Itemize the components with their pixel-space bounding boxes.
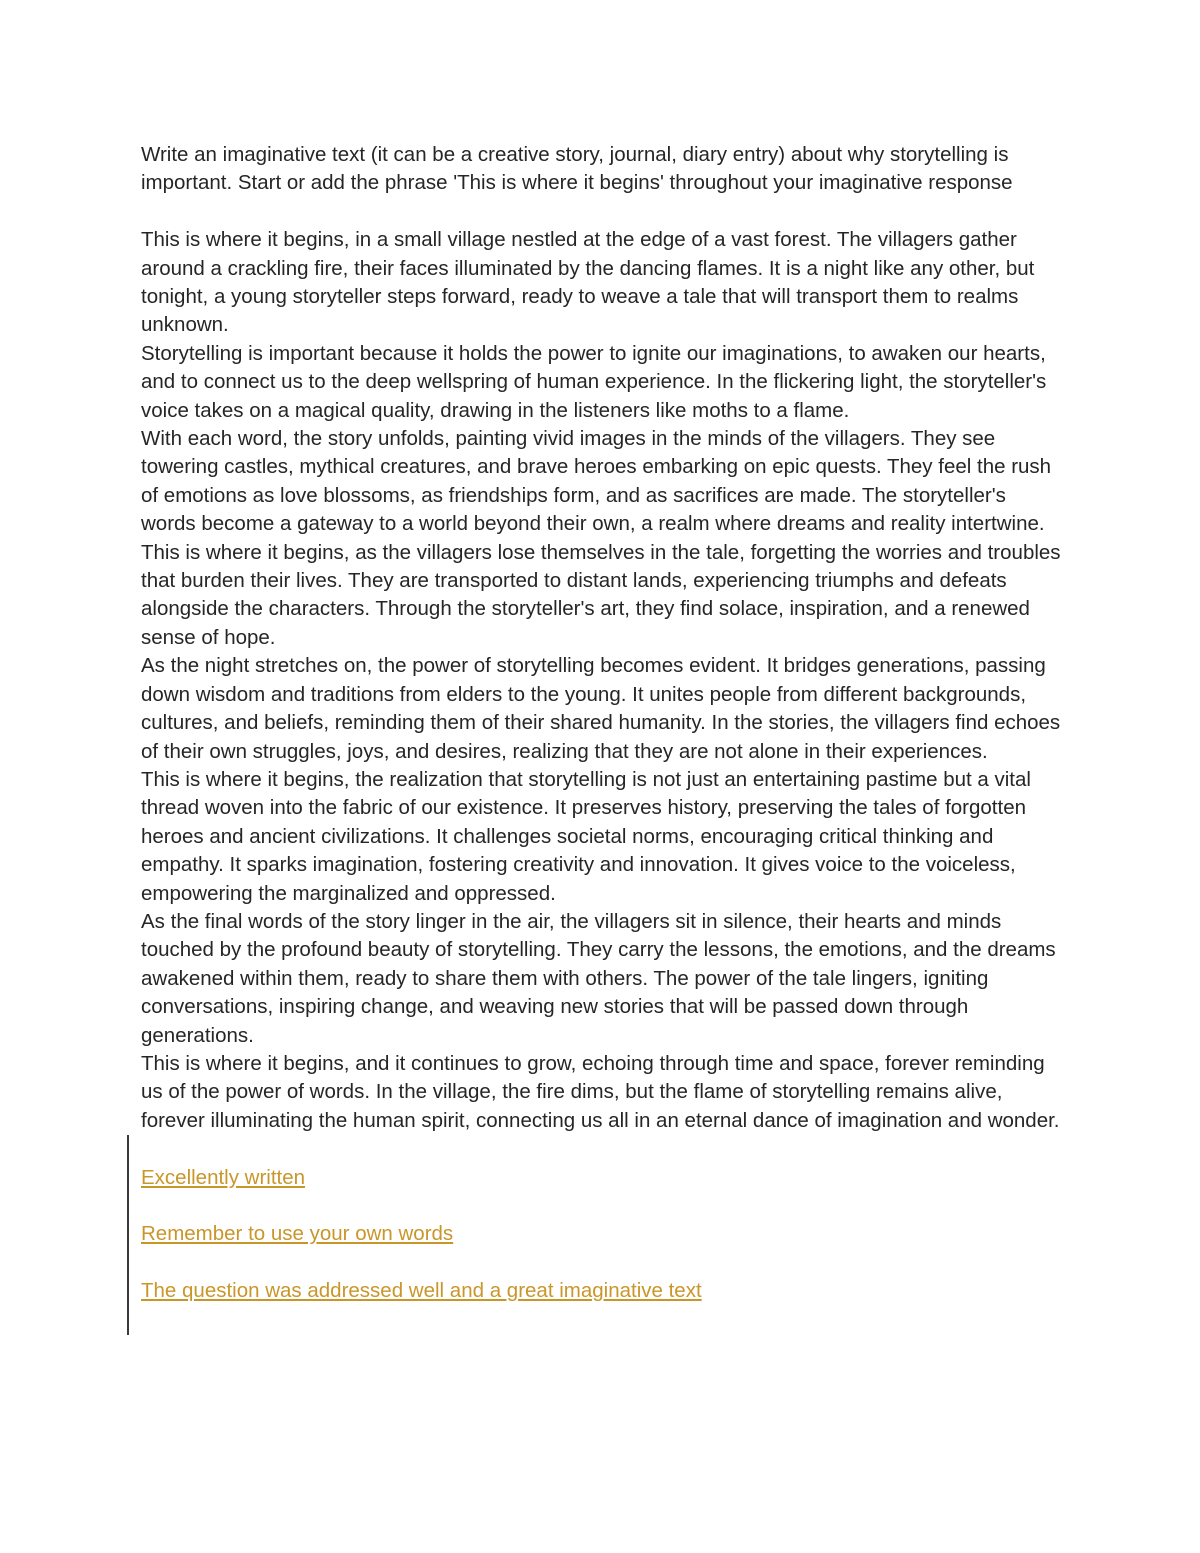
change-bar: [127, 1135, 129, 1335]
story-paragraph: This is where it begins, in a small village nestled at the edge of a vast forest. The villagers gather around a crackling fire, their faces illuminated by the dancing flames. It is a night like any other, but tonight, a young storyteller steps forward, ready to weave a tale that will transport them to realms unknown.: [141, 228, 1035, 337]
feedback-comment-link[interactable]: Remember to use your own words: [141, 1222, 454, 1246]
story-paragraph: This is where it begins, and it continues to grow, echoing through time and space, forever reminding us of the power of words. In the village, the fire dims, but the flame of storytelling remains alive, forever illuminating the human spirit, connecting us all in an eternal dance of imagination and wonder.: [141, 1051, 1060, 1132]
feedback-line: [141, 1277, 1066, 1305]
feedback-line: [141, 1164, 1066, 1192]
assignment-prompt: Write an imaginative text (it can be a creative story, journal, diary entry) about why storytelling is important. Start or add the phrase 'This is where it begins' throughout your imaginative response: [141, 143, 1013, 195]
blank-line: [141, 1249, 1066, 1277]
story-paragraph: As the final words of the story linger in the air, the villagers sit in silence, their hearts and minds touched by the profound beauty of storytelling. They carry the lessons, the emotions, and the dreams awakened within them, ready to share them with others. The power of the tale lingers, igniting conversations, inspiring change, and weaving new stories that will be passed down through generations.: [141, 909, 1056, 1047]
feedback-line: [141, 1220, 1066, 1248]
document-body: [141, 141, 1066, 1306]
story-paragraph: This is where it begins, as the villagers lose themselves in the tale, forgetting the worries and troubles that burden their lives. They are transported to distant lands, experiencing triumphs and defeats alongside the characters. Through the storyteller's art, they find solace, inspiration, and a renewed sense of hope.: [141, 540, 1061, 649]
feedback-comment-link[interactable]: Excellently written: [141, 1165, 306, 1189]
story-paragraph: Storytelling is important because it holds the power to ignite our imaginations, to awaken our hearts, and to connect us to the deep wellspring of human experience. In the flickering light, the storyteller's voice takes on a magical quality, drawing in the listeners like moths to a flame.: [141, 341, 1047, 422]
story-paragraph: This is where it begins, the realization that storytelling is not just an entertaining pastime but a vital thread woven into the fabric of our existence. It preserves history, preserving the tales of forgotten heroes and ancient civilizations. It challenges societal norms, encouraging critical thinking and empathy. It sparks imagination, fostering creativity and innovation. It gives voice to the voiceless, empowering the marginalized and oppressed.: [141, 767, 1031, 905]
story-paragraph: As the night stretches on, the power of storytelling becomes evident. It bridges generations, passing down wisdom and traditions from elders to the young. It unites people from different backgrounds, cultures, and beliefs, reminding them of their shared humanity. In the stories, the villagers find echoes of their own struggles, joys, and desires, realizing that they are not alone in their experiences.: [141, 654, 1061, 763]
story-paragraph: With each word, the story unfolds, painting vivid images in the minds of the villagers. They see towering castles, mythical creatures, and brave heroes embarking on epic quests. They feel the rush of emotions as love blossoms, as friendships form, and as sacrifices are made. The storyteller's words become a gateway to a world beyond their own, a realm where dreams and reality intertwine.: [141, 427, 1052, 536]
feedback-comments: [141, 1164, 1066, 1306]
feedback-comment-link[interactable]: The question was addressed well and a great imaginative text: [141, 1279, 702, 1303]
blank-line: [141, 198, 1066, 226]
blank-line: [141, 1192, 1066, 1220]
